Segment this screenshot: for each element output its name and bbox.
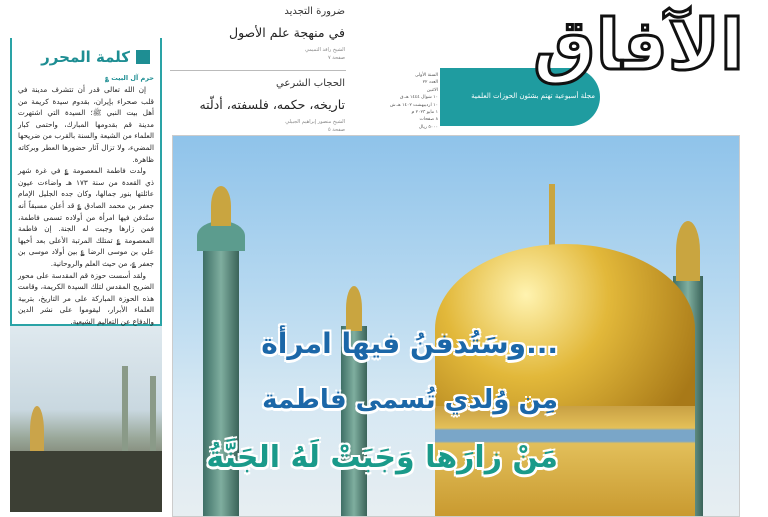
tagline: مجلة أسبوعية تهتم بشئون الحوزات العلمية <box>471 92 595 100</box>
editorial-title <box>22 48 150 66</box>
teaser-page: صفحة ٥ <box>328 127 345 133</box>
issue-info-line: ٨ صفحات <box>419 117 438 123</box>
issue-info-line: ٥٠٠٠ ريال <box>418 124 438 130</box>
teaser-2[interactable] <box>170 78 345 133</box>
editorial-paragraph: إن الله تعالى قدر أن تتشرف مدينة في قلب صحراء بإيران، بقدوم سيدة كريمة من أهل بيت النبي ﷺ؛ السيدة التي اشتهرت مدينة قم بقدومها المبارك، واحتمى كبار العلماء من الشيعة والسنة بالقرب من ضريحها المضيء، ولا تزال آثار حضورها العطر وبركاته ظاهرة. <box>18 85 154 164</box>
editorial-logo-icon <box>136 50 150 64</box>
issue-info-line: ١ مايو ٢٠٢٣ م <box>411 110 438 116</box>
teaser-kicker: ضرورة التجديد <box>284 6 345 17</box>
editorial-paragraph: ولقد أسست حوزة قم المقدسة على محور الضريح المقدس لتلك السيدة الكريمة، وقامت هذه الحوزة المباركة على مر التاريخ، بتربية العلماء الأبرار، ليقوموا على نشر الدين والدفاع عن التعاليم الشيعية. <box>18 270 154 326</box>
teaser-kicker: الحجاب الشرعي <box>276 78 345 89</box>
teaser-author: الشيخ رافد التميمي <box>305 47 345 53</box>
cover-headline-line: مَنْ زارَها وَجَبَتْ لَهُ الجَنَّةُ <box>206 440 558 475</box>
issue-info-line: ١٠ شوال ١٤٤٤ هـ.ق <box>399 95 438 101</box>
teaser-page: صفحة ٧ <box>328 55 345 61</box>
teaser-headline: تاريخه، حكمه، فلسفته، أدلّته <box>199 97 345 112</box>
issue-info-line: السنة الأولى <box>415 73 438 78</box>
cover-headline-line: ...وسَتُدفنُ فيها امرأة <box>261 327 558 360</box>
issue-info-line: الاثنين <box>426 87 438 93</box>
teaser-author: الشيخ منصور إبراهيم الجبيلي <box>285 119 345 125</box>
editorial-box <box>10 38 162 326</box>
issue-info-line: ١٠ اردیبهشت ١٤٠٢ هـ.ش <box>390 102 438 108</box>
masthead-logo: الآفاق <box>533 4 744 86</box>
editorial-title-text: كلمة المحرر <box>41 48 130 66</box>
divider <box>170 70 346 71</box>
issue-info-line: العدد ٢٢ <box>422 80 438 86</box>
issue-info <box>348 72 438 131</box>
editorial-paragraph: ولدت فاطمة المعصومة ؏ في غرة شهر ذي القعدة من سنة ١٧٣ هـ واضاءت عيون عائلتها بنور جمالها، وكان جده الجليل الإمام جعفر بن محمد الصادق ؏ قد أعلن مسبقاً أنه ستُدفن فيها امرأة من أولاده تسمى فاطمة، فمن زارها وجبت له الجنة. إن فاطمة المعصومة ؏ تمتلك المرتبة الأعلى بعد أخيها علي بن موسى الرضا ؏ بين أولاد موسى بن جعفر ؏، من حيث العلم والروحانية. <box>18 166 154 268</box>
shrine-courtyard-photo <box>10 326 162 512</box>
teaser-headline: في منهجة علم الأصول <box>229 25 345 40</box>
editorial-subtitle: حرم آل البيت ؏ <box>105 74 154 82</box>
cover-headline-line: مِن وُلدي تُسمى فاطمة <box>262 385 558 415</box>
teaser-1[interactable] <box>170 6 345 61</box>
